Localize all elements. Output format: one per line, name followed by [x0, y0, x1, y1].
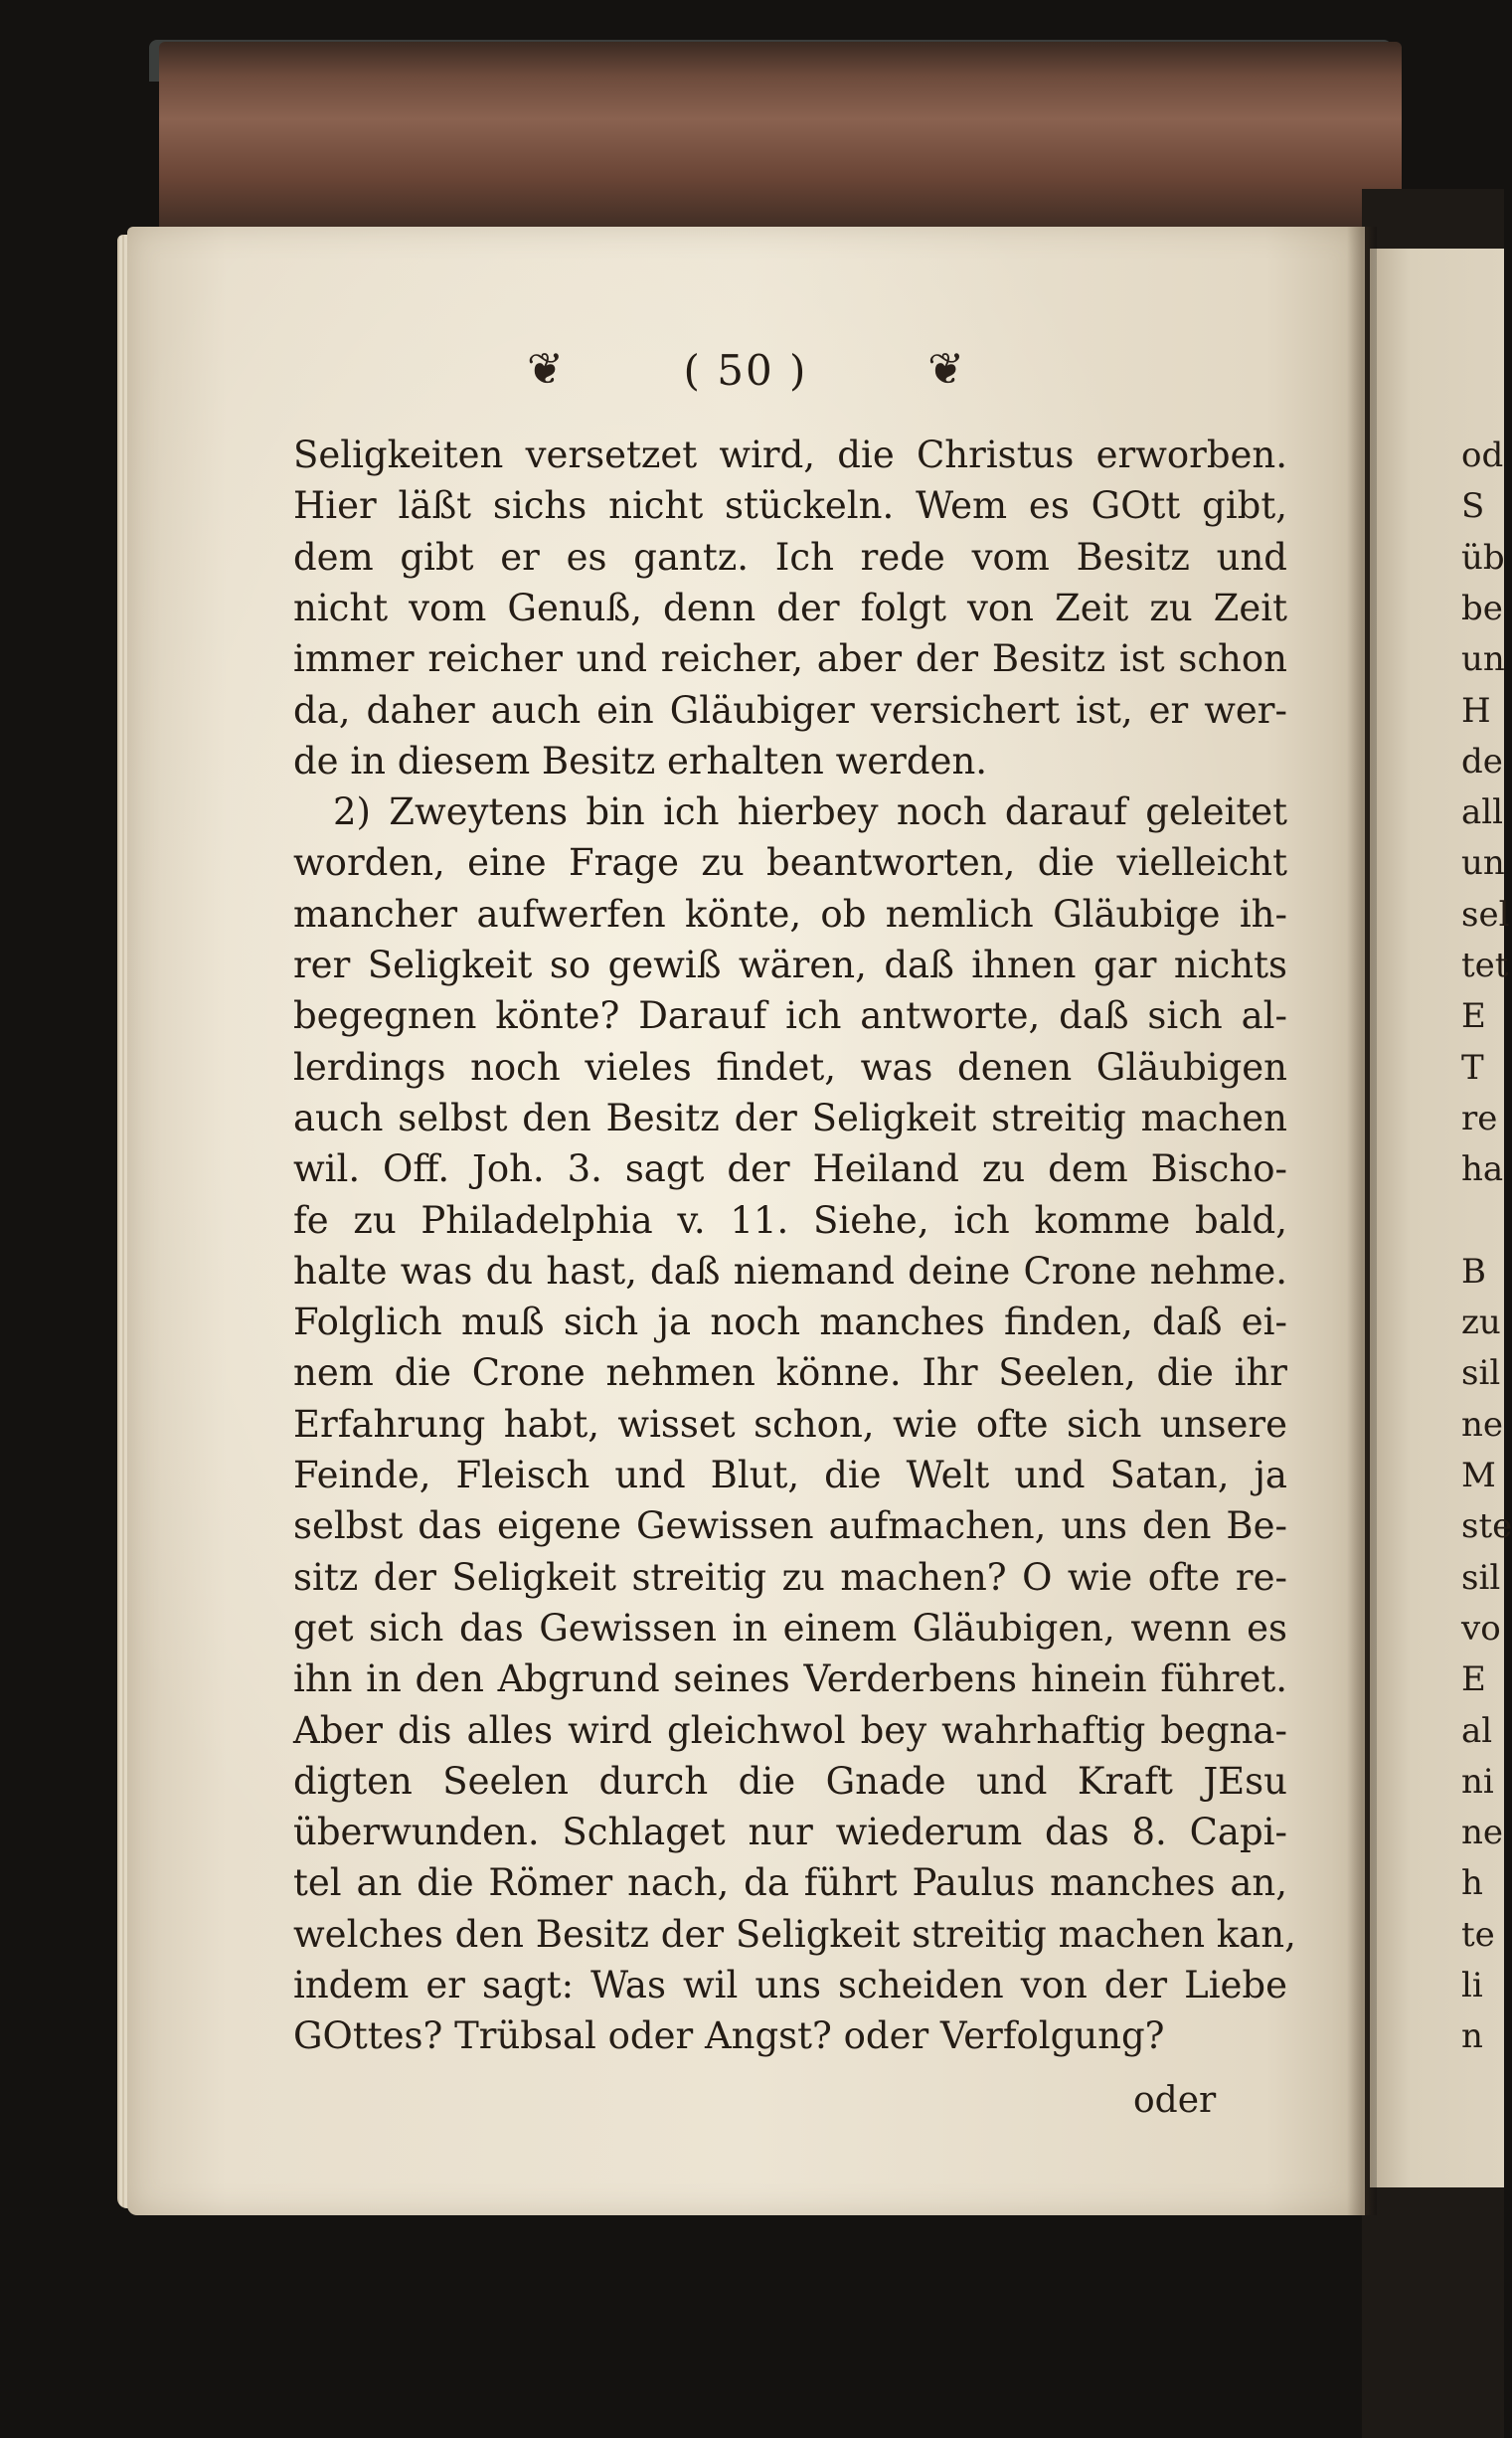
ornament-left-icon: ❦: [527, 344, 564, 395]
facing-page-fragment: E: [1461, 1659, 1486, 1700]
facing-page-fragment: re: [1461, 1098, 1498, 1138]
book-gutter: [1347, 227, 1377, 2215]
facing-page-fragment: un: [1461, 843, 1505, 884]
text-line: tel an die Römer nach, da führt Paulus manches an,: [293, 1861, 1287, 1905]
facing-page-fragment: al: [1461, 1710, 1493, 1751]
facing-page-fragment: tet: [1461, 946, 1509, 985]
text-line: nicht vom Genuß, denn der folgt von Zeit zu Zeit: [293, 586, 1287, 629]
text-line: GOttes? Trübsal oder Angst? oder Verfolgung?: [293, 2014, 1165, 2058]
text-line: digten Seelen durch die Gnade und Kraft JEsu: [293, 1759, 1287, 1803]
catchword: oder: [1133, 2080, 1217, 2121]
running-header: [527, 340, 964, 400]
text-line: Folglich muß sich ja noch manches finden, daß ei-: [293, 1301, 1287, 1344]
text-line: Hier läßt sichs nicht stückeln. Wem es GOtt gibt,: [293, 484, 1287, 528]
facing-page-fragment: od: [1461, 435, 1504, 475]
text-line: überwunden. Schlaget nur wiederum das 8. Capi-: [293, 1811, 1287, 1854]
text-line: halte was du hast, daß niemand deine Crone nehme.: [293, 1249, 1287, 1293]
text-line: welches den Besitz der Seligkeit streitig machen kan,: [293, 1912, 1296, 1956]
facing-page-fragment: B: [1461, 1251, 1486, 1292]
text-line: auch selbst den Besitz der Seligkeit streitig machen: [293, 1096, 1287, 1139]
text-line: da, daher auch ein Gläubiger versichert ist, er wer-: [293, 688, 1287, 732]
text-line: selbst das eigene Gewissen aufmachen, uns den Be-: [293, 1504, 1287, 1548]
text-line: sitz der Seligkeit streitig zu machen? O wie ofte re-: [293, 1555, 1287, 1599]
facing-page-fragment: un: [1461, 639, 1505, 680]
text-line: Aber dis alles wird gleichwol bey wahrhaftig begna-: [293, 1708, 1287, 1752]
facing-page-fragment: M: [1461, 1456, 1496, 1495]
facing-page-fragment: n: [1461, 2016, 1483, 2057]
text-line: rer Seligkeit so gewiß wären, daß ihnen gar nichts: [293, 944, 1287, 986]
facing-page-fragment: E: [1461, 996, 1486, 1037]
text-line: get sich das Gewissen in einem Gläubigen, wenn es: [293, 1606, 1287, 1650]
text-line: worden, eine Frage zu beantworten, die vielleicht: [293, 841, 1287, 885]
facing-page-fragment: sel: [1461, 894, 1510, 935]
text-line: Seligkeiten versetzet wird, die Christus erworben.: [293, 434, 1287, 476]
ornament-right-icon: ❦: [927, 344, 964, 395]
page-number: ( 50 ): [683, 345, 808, 395]
facing-page-fragment: H: [1461, 690, 1491, 731]
text-line: 2) Zweytens bin ich hierbey noch darauf geleitet: [333, 790, 1287, 834]
text-line: lerdings noch vieles findet, was denen Gläubigen: [293, 1045, 1287, 1089]
facing-page-fragment: S: [1461, 486, 1485, 527]
facing-page-fragment: all: [1461, 792, 1504, 833]
text-line: fe zu Philadelphia v. 11. Siehe, ich komme bald,: [293, 1198, 1287, 1242]
text-line: mancher aufwerfen könte, ob nemlich Gläubige ih-: [293, 892, 1287, 936]
facing-page-fragment: h: [1461, 1863, 1483, 1904]
facing-page-fragment: zu: [1461, 1303, 1501, 1343]
facing-page-fragment: sil: [1461, 1353, 1501, 1394]
facing-page-fragment: ne: [1461, 1404, 1504, 1445]
text-line: Feinde, Fleisch und Blut, die Welt und Satan, ja: [293, 1454, 1287, 1496]
text-line: begegnen könte? Darauf ich antworte, daß sich al-: [293, 994, 1287, 1038]
facing-page-fragment: te: [1461, 1914, 1495, 1955]
facing-page-fragment: ni: [1461, 1761, 1494, 1802]
text-line: dem gibt er es gantz. Ich rede vom Besitz und: [293, 535, 1287, 579]
facing-page-fragment: ste: [1461, 1506, 1512, 1547]
text-line: indem er sagt: Was wil uns scheiden von der Liebe: [293, 1964, 1287, 2006]
text-line: Erfahrung habt, wisset schon, wie ofte sich unsere: [293, 1402, 1287, 1446]
facing-page-fragment: sil: [1461, 1557, 1501, 1598]
page-block-top-edge: [159, 42, 1402, 236]
facing-page-fragment: ha: [1461, 1149, 1504, 1190]
text-line: nem die Crone nehmen könne. Ihr Seelen, die ihr: [293, 1351, 1287, 1395]
facing-page-fragment: de: [1461, 741, 1503, 782]
facing-page-fragment: üb: [1461, 537, 1505, 578]
facing-page-fragment: li: [1461, 1966, 1483, 2005]
text-line: immer reicher und reicher, aber der Besitz ist schon: [293, 637, 1287, 681]
facing-page-fragment: T: [1461, 1047, 1484, 1088]
text-line: wil. Off. Joh. 3. sagt der Heiland zu dem Bischo-: [293, 1147, 1287, 1191]
facing-page-fragment: ne: [1461, 1813, 1504, 1853]
text-line: de in diesem Besitz erhalten werden.: [293, 739, 988, 783]
facing-page-fragment: be: [1461, 588, 1503, 628]
facing-page-fragment: vo: [1461, 1608, 1501, 1649]
text-line: ihn in den Abgrund seines Verderbens hinein führet.: [293, 1657, 1287, 1701]
